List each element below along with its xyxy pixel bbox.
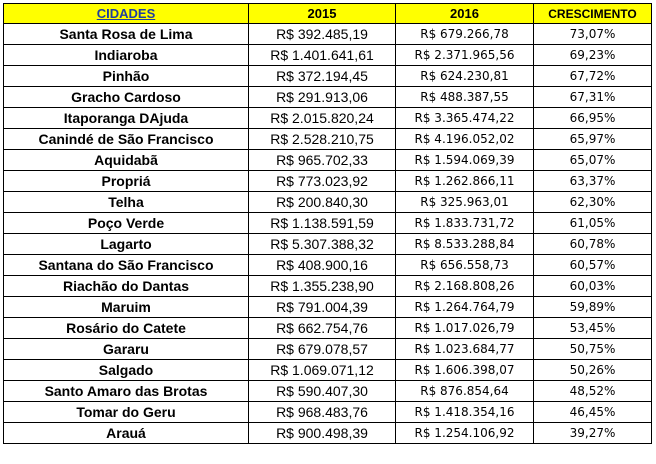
value-2016-cell: R$ 3.365.474,22 <box>396 108 534 129</box>
table-row <box>4 339 652 360</box>
value-2015-cell: R$ 1.401.641,61 <box>249 45 396 66</box>
table-row <box>4 24 652 45</box>
value-2015-cell: R$ 5.307.388,32 <box>249 234 396 255</box>
header-crescimento: CRESCIMENTO <box>534 4 652 24</box>
city-cell: Santana do São Francisco <box>4 255 249 276</box>
value-2015-cell: R$ 200.840,30 <box>249 192 396 213</box>
table-row <box>4 318 652 339</box>
value-2015-cell: R$ 408.900,16 <box>249 255 396 276</box>
value-2016-cell: R$ 1.017.026,79 <box>396 318 534 339</box>
table-row <box>4 381 652 402</box>
value-2016-cell: R$ 325.963,01 <box>396 192 534 213</box>
value-2016-cell: R$ 2.168.808,26 <box>396 276 534 297</box>
value-2016-cell: R$ 1.833.731,72 <box>396 213 534 234</box>
value-2016-cell: R$ 876.854,64 <box>396 381 534 402</box>
city-cell: Lagarto <box>4 234 249 255</box>
value-2016-cell: R$ 1.418.354,16 <box>396 402 534 423</box>
value-2015-cell: R$ 773.023,92 <box>249 171 396 192</box>
city-cell: Telha <box>4 192 249 213</box>
city-cell: Arauá <box>4 423 249 444</box>
city-cell: Santa Rosa de Lima <box>4 24 249 45</box>
value-2016-cell: R$ 1.594.069,39 <box>396 150 534 171</box>
value-2016-cell: R$ 2.371.965,56 <box>396 45 534 66</box>
city-cell: Propriá <box>4 171 249 192</box>
growth-cell: 65,97% <box>534 129 652 150</box>
value-2016-cell: R$ 488.387,55 <box>396 87 534 108</box>
city-cell: Indiaroba <box>4 45 249 66</box>
city-cell: Poço Verde <box>4 213 249 234</box>
table-row <box>4 150 652 171</box>
value-2016-cell: R$ 1.264.764,79 <box>396 297 534 318</box>
city-cell: Santo Amaro das Brotas <box>4 381 249 402</box>
table-row <box>4 87 652 108</box>
table-row <box>4 129 652 150</box>
city-cell: Gararu <box>4 339 249 360</box>
value-2015-cell: R$ 900.498,39 <box>249 423 396 444</box>
table-row <box>4 297 652 318</box>
city-cell: Maruim <box>4 297 249 318</box>
value-2015-cell: R$ 2.015.820,24 <box>249 108 396 129</box>
value-2015-cell: R$ 372.194,45 <box>249 66 396 87</box>
city-cell: Rosário do Catete <box>4 318 249 339</box>
value-2015-cell: R$ 968.483,76 <box>249 402 396 423</box>
growth-cell: 60,03% <box>534 276 652 297</box>
growth-cell: 67,72% <box>534 66 652 87</box>
growth-cell: 60,78% <box>534 234 652 255</box>
header-row <box>4 4 652 24</box>
value-2016-cell: R$ 4.196.052,02 <box>396 129 534 150</box>
growth-table <box>3 3 652 444</box>
table-row <box>4 255 652 276</box>
city-cell: Pinhão <box>4 66 249 87</box>
value-2015-cell: R$ 791.004,39 <box>249 297 396 318</box>
value-2016-cell: R$ 679.266,78 <box>396 24 534 45</box>
value-2016-cell: R$ 1.262.866,11 <box>396 171 534 192</box>
city-cell: Riachão do Dantas <box>4 276 249 297</box>
table-row <box>4 66 652 87</box>
value-2016-cell: R$ 8.533.288,84 <box>396 234 534 255</box>
header-2015: 2015 <box>249 4 396 24</box>
growth-cell: 50,26% <box>534 360 652 381</box>
table-body <box>4 24 652 444</box>
growth-cell: 63,37% <box>534 171 652 192</box>
city-cell: Tomar do Geru <box>4 402 249 423</box>
growth-cell: 73,07% <box>534 24 652 45</box>
growth-cell: 67,31% <box>534 87 652 108</box>
value-2015-cell: R$ 291.913,06 <box>249 87 396 108</box>
city-cell: Itaporanga DAjuda <box>4 108 249 129</box>
table-row <box>4 192 652 213</box>
table-row <box>4 108 652 129</box>
growth-cell: 62,30% <box>534 192 652 213</box>
city-cell: Canindé de São Francisco <box>4 129 249 150</box>
value-2016-cell: R$ 1.254.106,92 <box>396 423 534 444</box>
table-row <box>4 276 652 297</box>
table-row <box>4 213 652 234</box>
growth-cell: 53,45% <box>534 318 652 339</box>
table-row <box>4 45 652 66</box>
table-row <box>4 171 652 192</box>
growth-cell: 60,57% <box>534 255 652 276</box>
growth-cell: 50,75% <box>534 339 652 360</box>
value-2016-cell: R$ 1.606.398,07 <box>396 360 534 381</box>
city-cell: Aquidabã <box>4 150 249 171</box>
value-2015-cell: R$ 590.407,30 <box>249 381 396 402</box>
table-row <box>4 234 652 255</box>
city-cell: Salgado <box>4 360 249 381</box>
value-2016-cell: R$ 624.230,81 <box>396 66 534 87</box>
growth-cell: 46,45% <box>534 402 652 423</box>
value-2015-cell: R$ 965.702,33 <box>249 150 396 171</box>
table-row <box>4 423 652 444</box>
city-cell: Gracho Cardoso <box>4 87 249 108</box>
value-2015-cell: R$ 1.069.071,12 <box>249 360 396 381</box>
value-2016-cell: R$ 1.023.684,77 <box>396 339 534 360</box>
value-2016-cell: R$ 656.558,73 <box>396 255 534 276</box>
growth-cell: 65,07% <box>534 150 652 171</box>
value-2015-cell: R$ 662.754,76 <box>249 318 396 339</box>
growth-cell: 48,52% <box>534 381 652 402</box>
value-2015-cell: R$ 1.138.591,59 <box>249 213 396 234</box>
value-2015-cell: R$ 2.528.210,75 <box>249 129 396 150</box>
growth-cell: 59,89% <box>534 297 652 318</box>
value-2015-cell: R$ 679.078,57 <box>249 339 396 360</box>
table-row <box>4 360 652 381</box>
growth-cell: 69,23% <box>534 45 652 66</box>
growth-cell: 66,95% <box>534 108 652 129</box>
value-2015-cell: R$ 1.355.238,90 <box>249 276 396 297</box>
header-2016: 2016 <box>396 4 534 24</box>
header-cidades: CIDADES <box>4 4 249 24</box>
growth-cell: 61,05% <box>534 213 652 234</box>
table-row <box>4 402 652 423</box>
value-2015-cell: R$ 392.485,19 <box>249 24 396 45</box>
growth-cell: 39,27% <box>534 423 652 444</box>
